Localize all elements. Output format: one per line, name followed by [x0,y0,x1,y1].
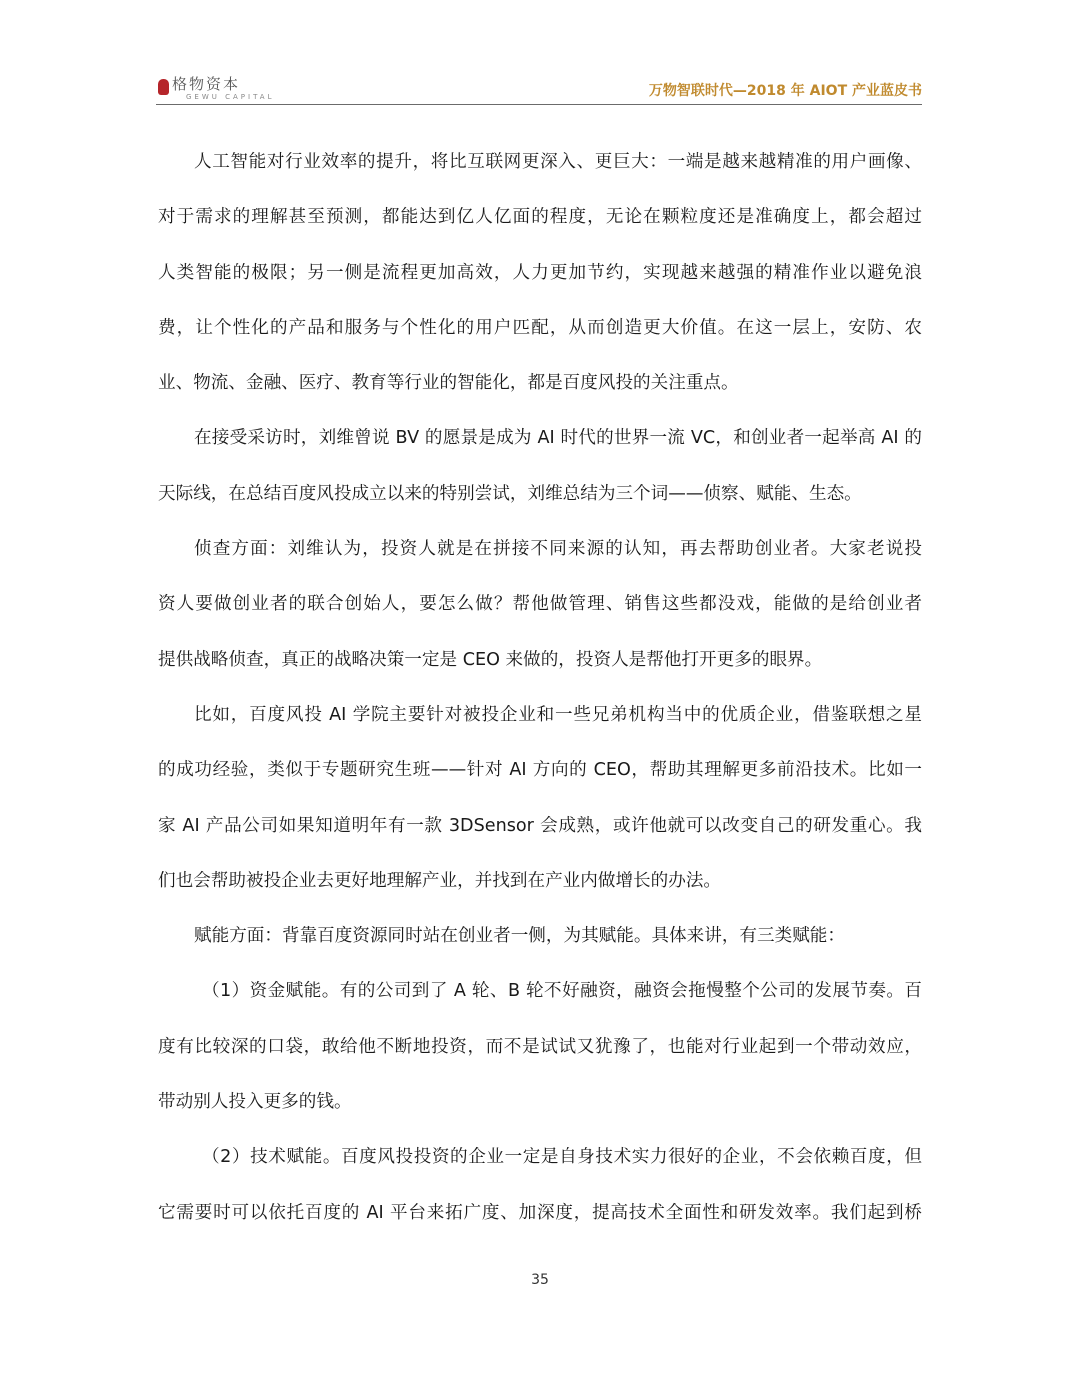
text-line: （1）资金赋能。有的公司到了 A 轮、B 轮不好融资，融资会拖慢整个公司的发展节奏。百 [202,981,922,1002]
text-line: （2）技术赋能。百度风投投资的企业一定是自身技术实力很好的企业，不会依赖百度，但 [202,1147,922,1168]
logo-seal-icon [158,79,169,95]
text-line: 人工智能对行业效率的提升，将比互联网更深入、更巨大：一端是越来越精准的用户画像、 [194,152,922,172]
text-line: 带动别人投入更多的钱。 [158,1092,352,1113]
gewu-capital-logo [158,76,275,102]
text-line: 业、物流、金融、医疗、教育等行业的智能化，都是百度风投的关注重点。 [158,373,739,394]
text-line: 在接受采访时，刘维曾说 BV 的愿景是成为 AI 时代的世界一流 VC，和创业者一起举高 AI 的 [194,428,922,449]
text-line: 提供战略侦查，真正的战略决策一定是 CEO 来做的，投资人是帮他打开更多的眼界。 [158,649,823,670]
logo-chinese-name: 格物资本 [172,75,241,93]
text-line: 家 AI 产品公司如果知道明年有一款 3DSensor 会成熟，或许他就可以改变自己的研发重心。我 [158,815,922,836]
text-line: 资人要做创业者的联合创始人，要怎么做？帮他做管理、销售这些都没戏，能做的是给创业者 [158,594,922,615]
body-text [158,135,922,1241]
text-line: 对于需求的理解甚至预测，都能达到亿人亿面的程度，无论在颗粒度还是准确度上，都会超过 [158,207,922,228]
text-line: 侦查方面：刘维认为，投资人就是在拼接不同来源的认知，再去帮助创业者。大家老说投 [194,539,922,560]
text-line: 费，让个性化的产品和服务与个性化的用户匹配，从而创造更大价值。在这一层上，安防、农 [158,317,922,338]
text-line: 比如，百度风投 AI 学院主要针对被投企业和一些兄弟机构当中的优质企业，借鉴联想之星 [194,704,922,725]
text-line: 们也会帮助被投企业去更好地理解产业，并找到在产业内做增长的办法。 [158,870,722,891]
page-number: 35 [531,1272,549,1288]
text-line: 度有比较深的口袋，敢给他不断地投资，而不是试试又犹豫了，也能对行业起到一个带动效应， [158,1036,922,1057]
text-line: 赋能方面：背靠百度资源同时站在创业者一侧，为其赋能。具体来讲，有三类赋能： [194,926,845,947]
page-header [158,74,922,104]
text-line: 人类智能的极限；另一侧是流程更加高效，人力更加节约，实现越来越强的精准作业以避免浪 [158,262,922,283]
logo-english-name: GEWU CAPITAL [186,93,275,101]
text-line: 天际线，在总结百度风投成立以来的特别尝试，刘维总结为三个词——侦察、赋能、生态。 [158,483,862,504]
header-divider [156,104,922,105]
document-title: 万物智联时代—2018 年 AIOT 产业蓝皮书 [648,83,922,99]
text-line: 它需要时可以依托百度的 AI 平台来拓广度、加深度，提高技术全面性和研发效率。我们起到桥 [158,1202,922,1223]
text-line: 的成功经验，类似于专题研究生班——针对 AI 方向的 CEO，帮助其理解更多前沿技术。比如一 [158,760,922,781]
